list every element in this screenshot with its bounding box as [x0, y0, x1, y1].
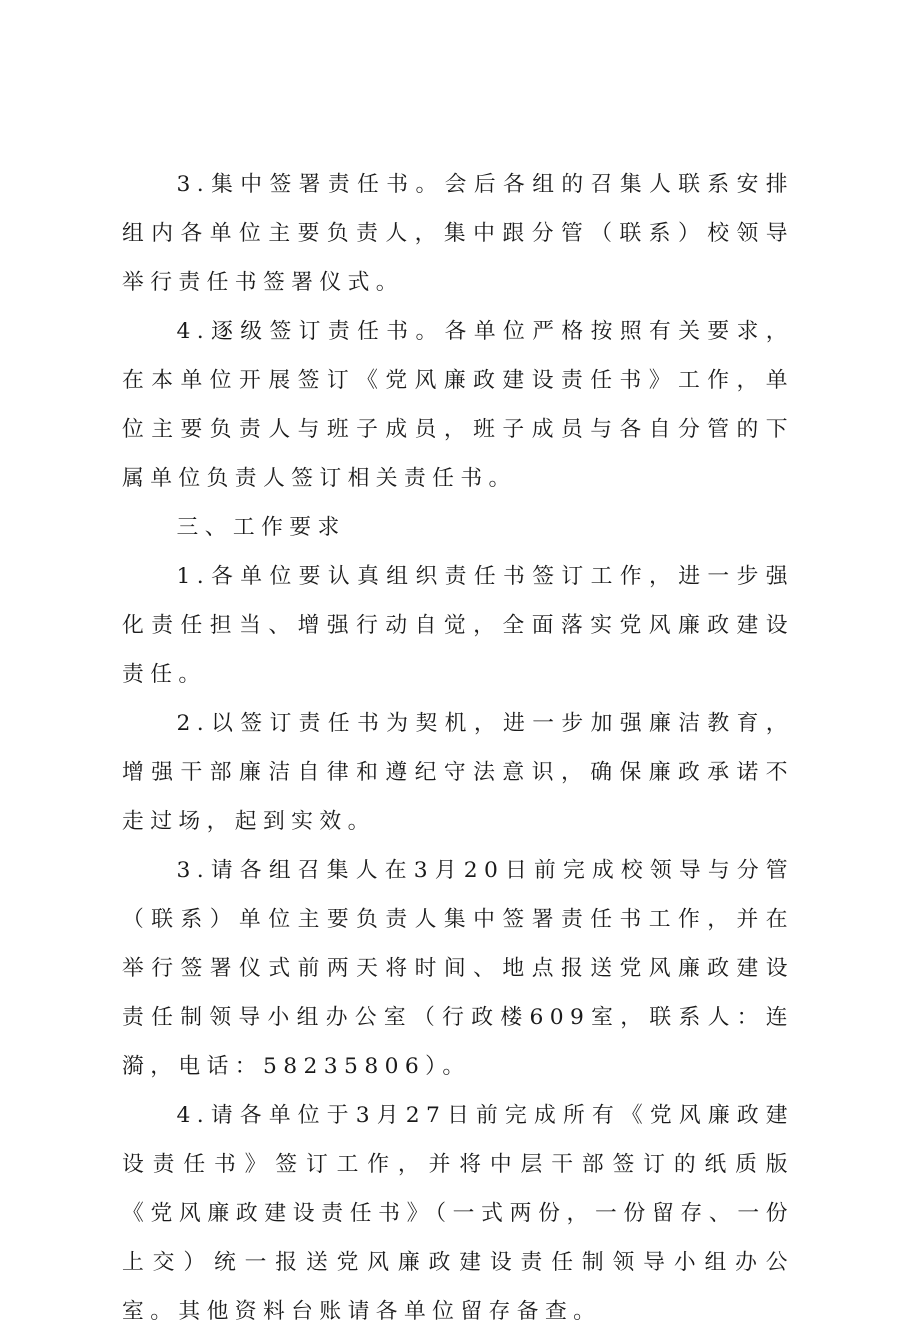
requirement-item-2: 2.以签订责任书为契机，进一步加强廉洁教育，增强干部廉洁自律和遵纪守法意识，确保廉政承诺不走过场，起到实效。: [122, 711, 794, 834]
document-body: [122, 160, 794, 1336]
paragraph-level-signing: 4.逐级签订责任书。各单位严格按照有关要求，在本单位开展签订《党风廉政建设责任书》工作，单位主要负责人与班子成员，班子成员与各自分管的下属单位负责人签订相关责任书。: [122, 319, 794, 491]
requirement-item-3: 3.请各组召集人在3月20日前完成校领导与分管（联系）单位主要负责人集中签署责任书工作，并在举行签署仪式前两天将时间、地点报送党风廉政建设责任制领导小组办公室（行政楼609室，联系人：连漪，电话：58235806）。: [122, 858, 794, 1079]
requirement-item-4: 4.请各单位于3月27日前完成所有《党风廉政建设责任书》签订工作，并将中层干部签订的纸质版《党风廉政建设责任书》（一式两份，一份留存、一份上交）统一报送党风廉政建设责任制领导小组办公室。其他资料台账请各单位留存备查。: [122, 1103, 794, 1324]
requirement-item-1: 1.各单位要认真组织责任书签订工作，进一步强化责任担当、增强行动自觉，全面落实党风廉政建设责任。: [122, 564, 794, 687]
paragraph-collective-signing: 3.集中签署责任书。会后各组的召集人联系安排组内各单位主要负责人，集中跟分管（联系）校领导举行责任书签署仪式。: [122, 172, 794, 295]
section-heading-work-requirements: 三、工作要求: [176, 515, 346, 540]
